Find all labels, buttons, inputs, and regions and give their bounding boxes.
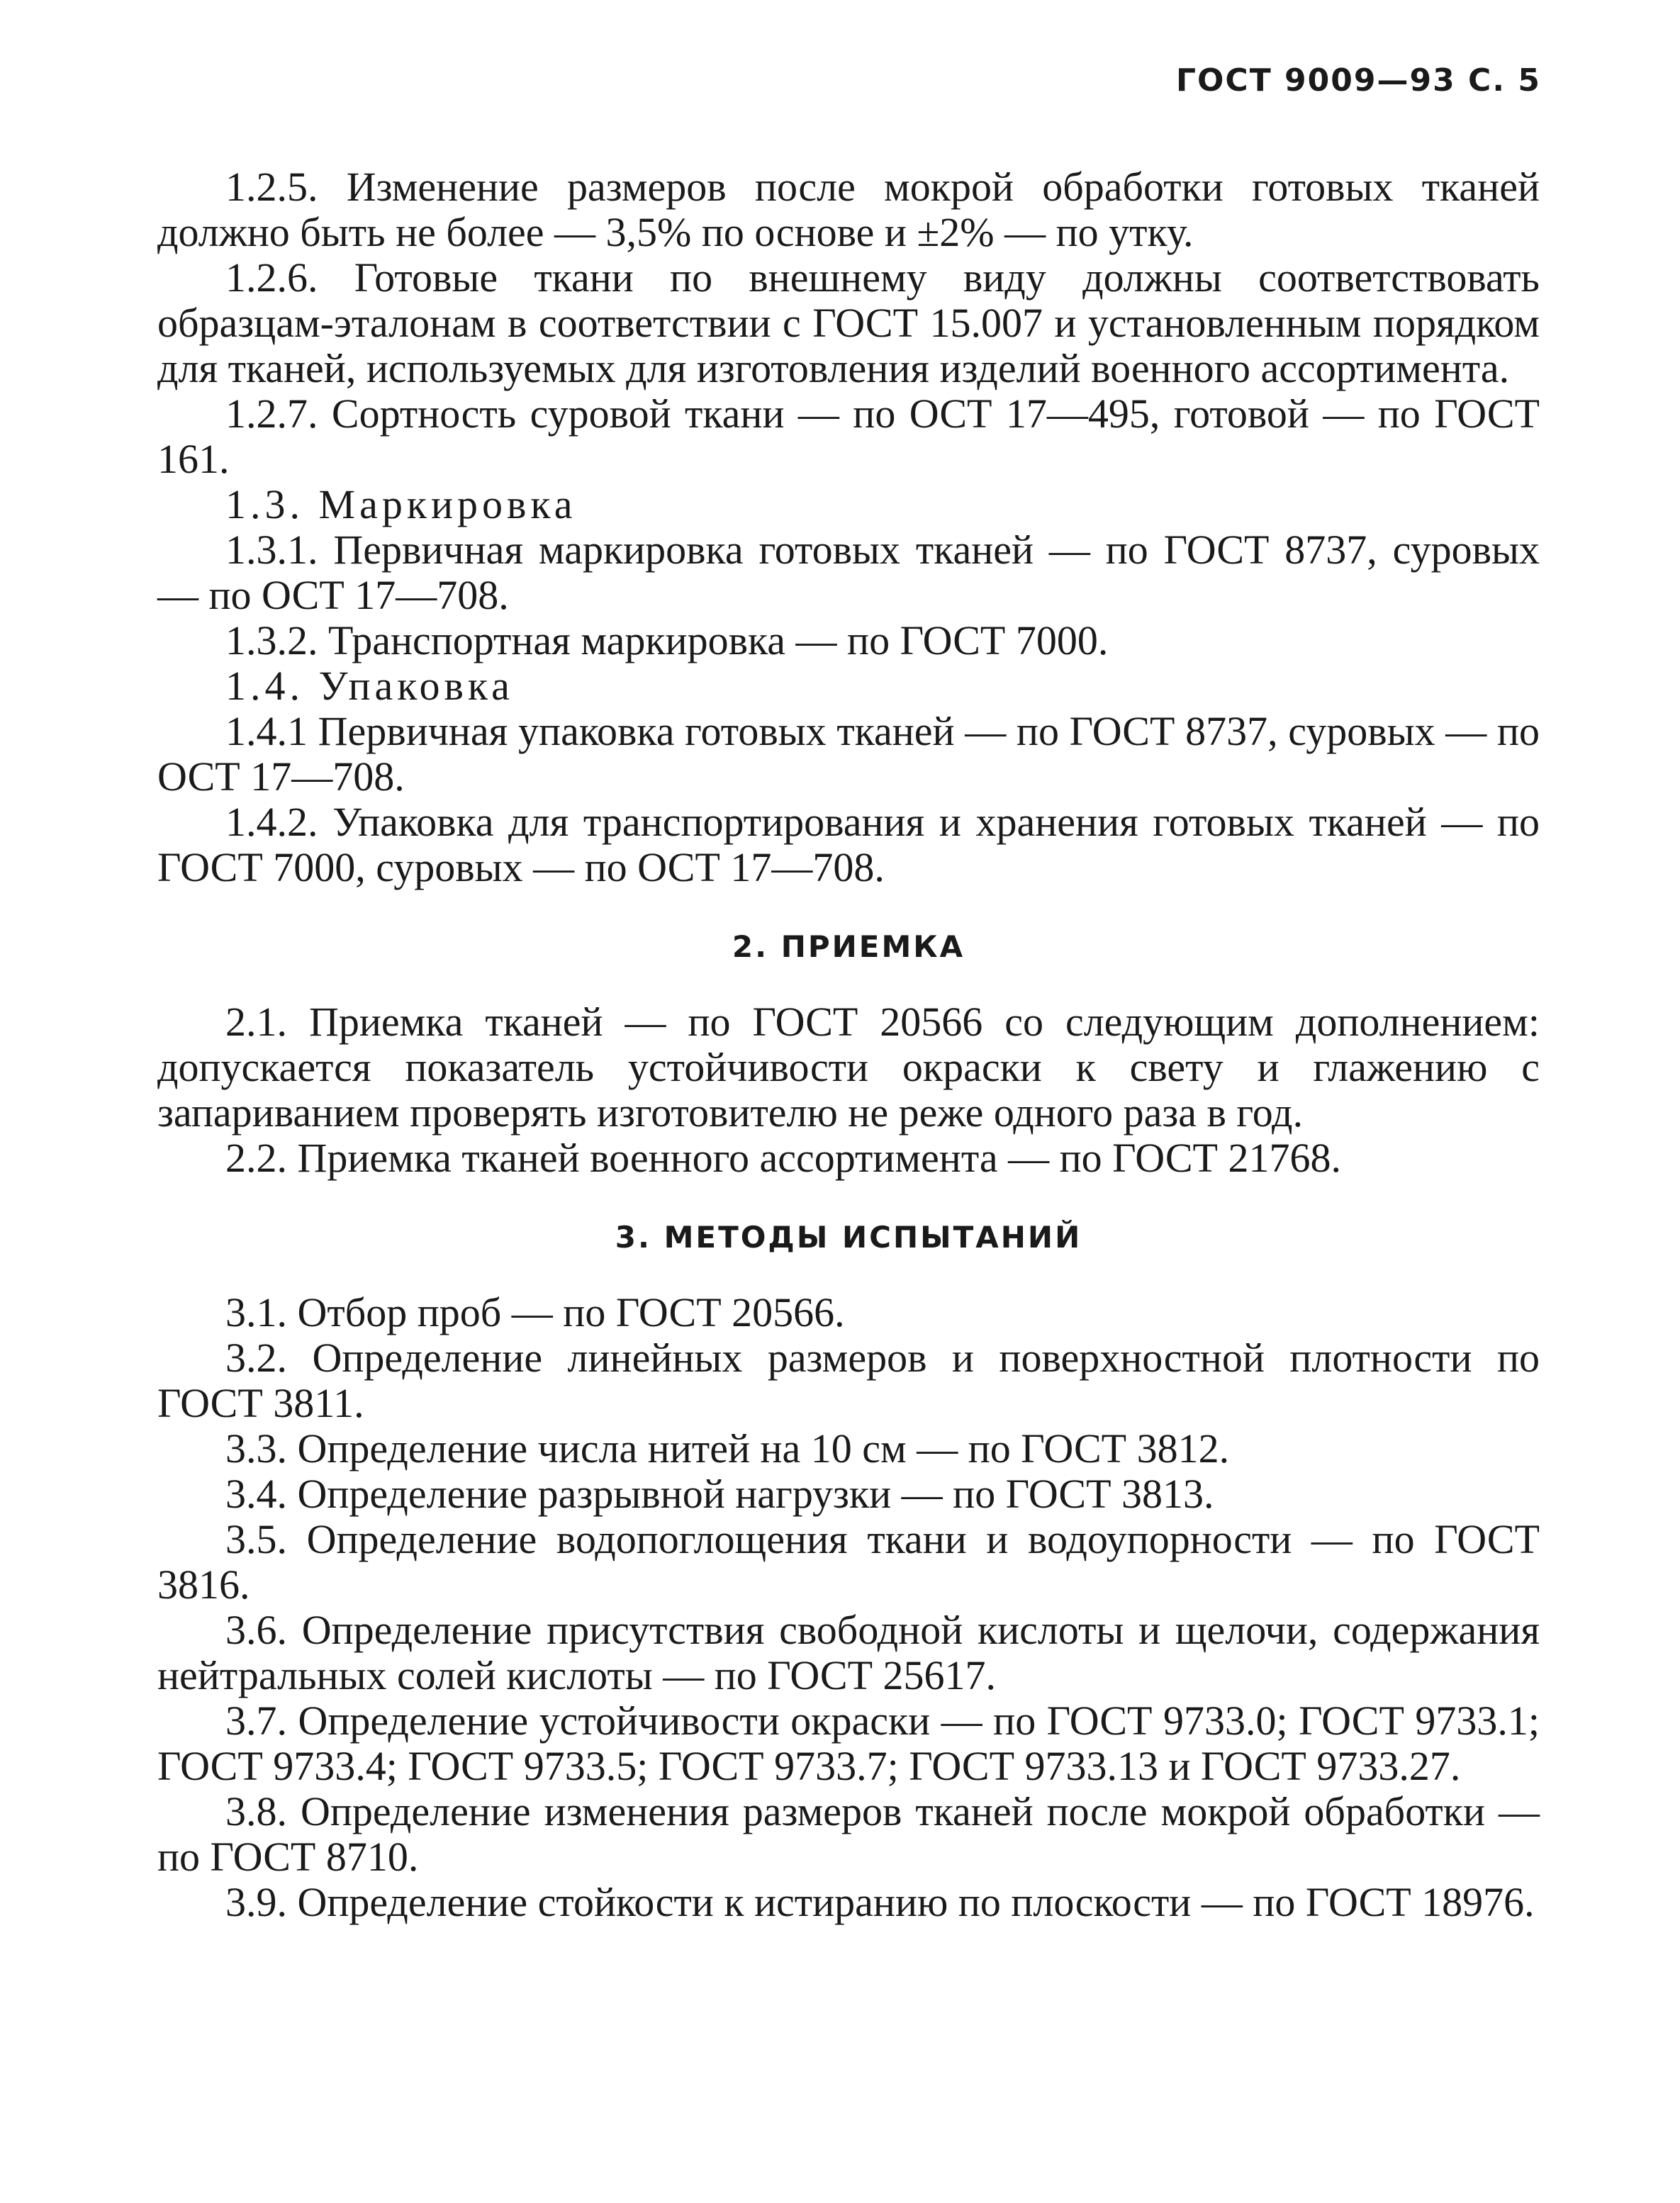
paragraph-3-1: 3.1. Отбор проб — по ГОСТ 20566. (225, 1289, 845, 1335)
paragraph-3-8: 3.8. Определение изменения размеров тканей после мокрой обработки — по ГОСТ 8710. (157, 1788, 1540, 1880)
paragraph-1-2-5: 1.2.5. Изменение размеров после мокрой обработки готовых тканей должно быть не более — 3,5% по основе и ±2% — по утку. (157, 164, 1540, 255)
subsection-heading-packaging: 1.4. Упаковка (225, 663, 514, 709)
paragraph-3-7: 3.7. Определение устойчивости окраски — по ГОСТ 9733.0; ГОСТ 9733.1; ГОСТ 9733.4; ГОСТ 9733.5; ГОСТ 9733.7; ГОСТ 9733.13 и ГОСТ 9733.27. (157, 1698, 1540, 1789)
section-title-acceptance: 2. ПРИЕМКА (732, 929, 965, 964)
paragraph-1-4-1: 1.4.1 Первичная упаковка готовых тканей — по ГОСТ 8737, суровых — по ОСТ 17—708. (157, 708, 1540, 800)
paragraph-2-2: 2.2. Приемка тканей военного ассортимента — по ГОСТ 21768. (225, 1135, 1341, 1181)
paragraph-3-5: 3.5. Определение водопоглощения ткани и водоупорности — по ГОСТ 3816. (157, 1516, 1540, 1608)
paragraph-3-9: 3.9. Определение стойкости к истиранию по плоскости — по ГОСТ 18976. (225, 1879, 1535, 1925)
running-head: ГОСТ 9009—93 С. 5 (1175, 62, 1541, 99)
paragraph-3-3: 3.3. Определение числа нитей на 10 см — по ГОСТ 3812. (225, 1425, 1230, 1472)
paragraph-3-6: 3.6. Определение присутствия свободной кислоты и щелочи, содержания нейтральных солей кислоты — по ГОСТ 25617. (157, 1607, 1540, 1698)
paragraph-1-2-6: 1.2.6. Готовые ткани по внешнему виду должны соответствовать образцам-эталонам в соответствии с ГОСТ 15.007 и установленным порядком для тканей, используемых для изготовления изделий военного ассортимента. (157, 254, 1540, 391)
paragraph-1-4-2: 1.4.2. Упаковка для транспортирования и хранения готовых тканей — по ГОСТ 7000, суровых — по ОСТ 17—708. (157, 799, 1540, 890)
paragraph-1-3-1: 1.3.1. Первичная маркировка готовых тканей — по ГОСТ 8737, суровых — по ОСТ 17—708. (157, 527, 1540, 618)
document-body (157, 164, 1540, 1925)
paragraph-1-2-7: 1.2.7. Сортность суровой ткани — по ОСТ 17—495, готовой — по ГОСТ 161. (157, 391, 1540, 482)
paragraph-3-4: 3.4. Определение разрывной нагрузки — по ГОСТ 3813. (225, 1471, 1214, 1517)
paragraph-1-3-2: 1.3.2. Транспортная маркировка — по ГОСТ 7000. (225, 617, 1109, 663)
paragraph-2-1: 2.1. Приемка тканей — по ГОСТ 20566 со следующим дополнением: допускается показатель устойчивости окраски к свету и глажению с запариванием проверять изготовителю не реже одного раза в год. (157, 999, 1540, 1136)
paragraph-3-2: 3.2. Определение линейных размеров и поверхностной плотности по ГОСТ 3811. (157, 1335, 1540, 1426)
subsection-heading-marking: 1.3. Маркировка (225, 481, 577, 527)
section-title-test-methods: 3. МЕТОДЫ ИСПЫТАНИЙ (615, 1220, 1082, 1255)
